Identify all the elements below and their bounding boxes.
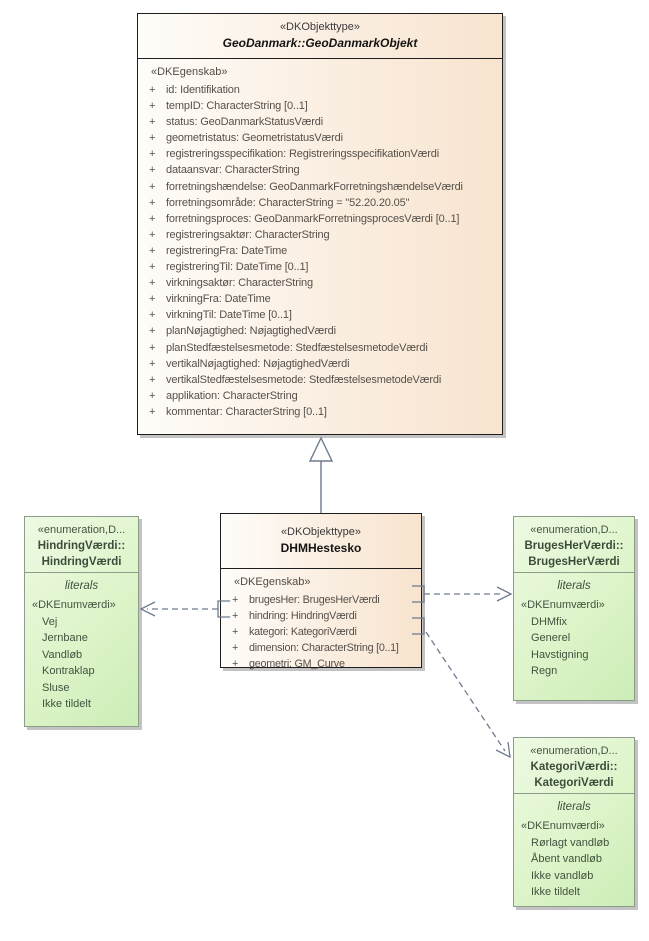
enum-name: BrugesHerVærdi <box>528 556 620 568</box>
class-attribute: + status: GeoDanmarkStatusVærdi <box>149 116 324 129</box>
class-attribute: + virkningFra: DateTime <box>149 293 271 306</box>
class-attribute: + tempID: CharacterString [0..1] <box>149 100 308 113</box>
enum-literal: Rørlagt vandløb <box>531 837 610 849</box>
attributes-section-label: «DKEgenskab» <box>234 576 311 588</box>
class-attribute: + forretningsproces: GeoDanmarkForretningsprocesVærdi [0..1] <box>149 212 460 225</box>
literal-list <box>514 833 634 901</box>
dependency-arrow-kategori[interactable] <box>412 618 510 757</box>
class-stereotype: «DKObjekttype» <box>279 21 361 33</box>
enum-qualified-name: BrugesHerVærdi:: <box>524 540 624 552</box>
enum-literal: Sluse <box>42 681 70 694</box>
enum-stereotype: «enumeration,D... <box>530 524 618 536</box>
literal-list <box>514 612 634 680</box>
literals-section-label: literals <box>557 580 591 592</box>
class-attribute: + dimension: CharacterString [0..1] <box>232 642 399 654</box>
class-geodanmarkobjekt[interactable] <box>137 13 503 435</box>
class-attribute: + forretningshændelse: GeoDanmarkForretningshændelseVærdi <box>149 180 463 193</box>
enum-qualified-name: HindringVærdi:: <box>37 540 126 552</box>
enum-hindringvaerdi[interactable] <box>24 516 139 727</box>
class-attribute: + registreringTil: DateTime [0..1] <box>149 261 309 274</box>
class-attribute: + geometri: GM_Curve <box>232 658 345 670</box>
enum-literal: Jernbane <box>42 632 88 645</box>
class-attributes-compartment <box>221 569 421 672</box>
class-attribute: + virkningTil: DateTime [0..1] <box>149 309 292 322</box>
class-attribute: + vertikalStedfæstelsesmetode: StedfæstelsesmetodeVærdi <box>149 373 442 386</box>
class-attribute: + registreringsaktør: CharacterString <box>149 228 330 241</box>
class-attribute: + kategori: KategoriVærdi <box>232 626 357 638</box>
enum-name: KategoriVærdi <box>534 777 614 789</box>
enum-header <box>514 738 634 794</box>
class-attribute: + planStedfæstelsesmetode: StedfæstelsesmetodeVærdi <box>149 341 428 354</box>
enum-kind-label: «DKEnumværdi» <box>521 599 605 611</box>
enum-kind-label: «DKEnumværdi» <box>32 599 116 611</box>
class-attribute: + forretningsområde: CharacterString = "52.20.20.05" <box>149 196 410 209</box>
enum-name: HindringVærdi <box>41 556 122 568</box>
class-attribute: + registreringFra: DateTime <box>149 244 288 257</box>
class-header <box>138 14 502 59</box>
class-attribute: + kommentar: CharacterString [0..1] <box>149 405 327 418</box>
generalization-arrow[interactable] <box>310 438 332 513</box>
class-attribute: + hindring: HindringVærdi <box>232 610 357 622</box>
dependency-arrow-brugesher[interactable] <box>412 586 511 602</box>
dependency-arrow-hindring[interactable] <box>141 601 230 617</box>
class-attribute: + geometristatus: GeometristatusVærdi <box>149 132 343 145</box>
class-attribute: + planNøjagtighed: NøjagtighedVærdi <box>149 325 336 338</box>
class-attribute: + virkningsaktør: CharacterString <box>149 277 313 290</box>
enum-literal: Ikke tildelt <box>42 698 91 711</box>
enum-literal: Åbent vandløb <box>531 853 602 866</box>
enum-header <box>514 517 634 573</box>
enum-literal: Vandløb <box>42 648 83 661</box>
class-header <box>221 514 421 569</box>
class-attribute: + dataansvar: CharacterString <box>149 164 300 177</box>
enum-stereotype: «enumeration,D... <box>530 745 618 757</box>
literal-list <box>25 612 138 712</box>
class-attribute: + applikation: CharacterString <box>149 389 298 402</box>
enum-literal: Ikke vandløb <box>531 869 594 882</box>
class-attribute: + registreringsspecifikation: RegistreringsspecifikationVærdi <box>149 148 439 161</box>
enum-literal: Kontraklap <box>42 665 95 678</box>
enum-qualified-name: KategoriVærdi:: <box>530 761 618 773</box>
class-attribute: + id: Identifikation <box>149 84 240 96</box>
enum-literal: Vej <box>42 616 58 628</box>
class-stereotype: «DKObjekttype» <box>280 526 362 538</box>
literals-section-label: literals <box>557 801 591 813</box>
enum-literal: Ikke tildelt <box>531 886 580 899</box>
enum-literal: Havstigning <box>531 648 589 661</box>
enum-literal: DHMfix <box>531 616 568 628</box>
class-attribute: + brugesHer: BrugesHerVærdi <box>232 594 380 606</box>
enum-header <box>25 517 138 573</box>
literals-section-label: literals <box>64 580 99 592</box>
enum-kategorivaerdi[interactable] <box>513 737 635 907</box>
class-attributes-compartment <box>138 59 502 420</box>
class-dhmhestesko[interactable] <box>220 513 422 668</box>
attribute-list <box>138 81 502 420</box>
enum-stereotype: «enumeration,D... <box>37 524 126 536</box>
enum-kind-label: «DKEnumværdi» <box>521 820 605 832</box>
enum-literal: Regn <box>531 665 558 678</box>
enum-literal: Generel <box>531 632 571 645</box>
class-name: DHMHestesko <box>280 541 362 555</box>
attributes-section-label: «DKEgenskab» <box>151 66 228 78</box>
class-name: GeoDanmark::GeoDanmarkObjekt <box>222 36 418 50</box>
enum-brugeshervaerdi[interactable] <box>513 516 635 701</box>
attribute-list <box>221 591 421 672</box>
class-attribute: + vertikalNøjagtighed: NøjagtighedVærdi <box>149 357 350 370</box>
